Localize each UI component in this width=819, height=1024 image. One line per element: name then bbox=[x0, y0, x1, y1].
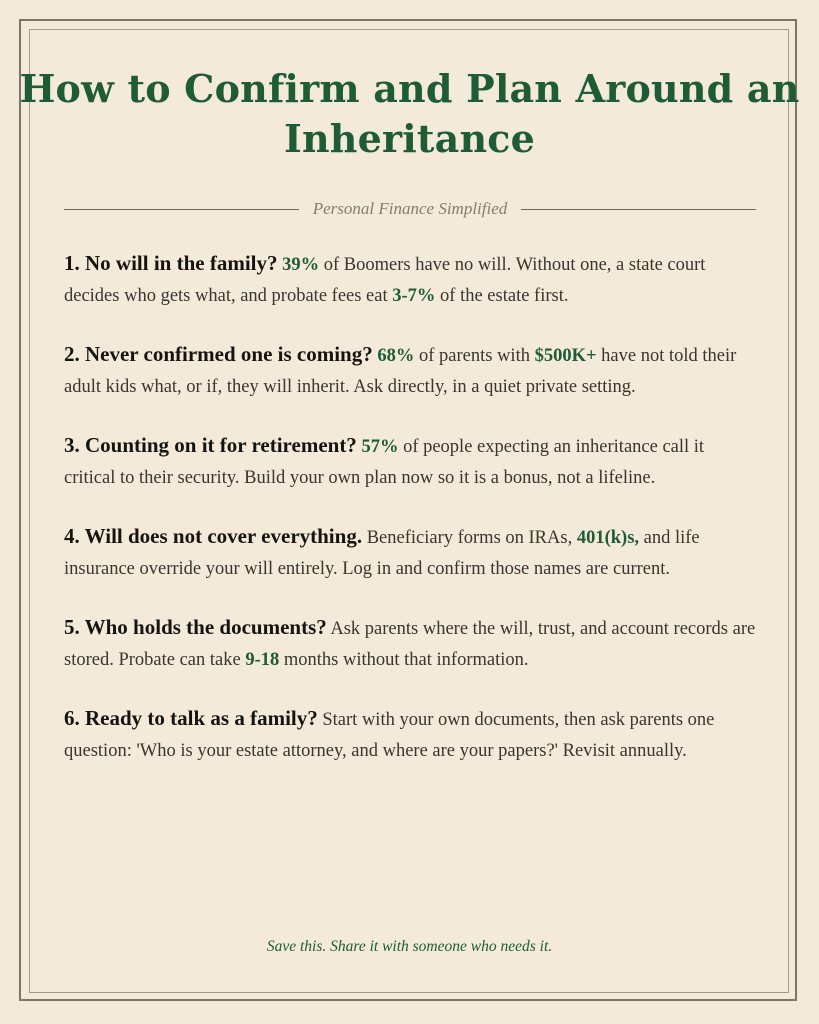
tip-heading: 6. Ready to talk as a family? bbox=[64, 706, 318, 730]
tip-text: Ask parents where the will, trust, and account records are stored. Probate can take bbox=[64, 619, 756, 670]
tip-item-2 bbox=[64, 339, 756, 402]
tip-stat: 57% bbox=[361, 437, 399, 457]
tip-text: Start with your own documents, then ask parents one question: 'Who is your estate attorney, and where are your papers?' Revisit annually. bbox=[64, 710, 715, 761]
subtitle-row bbox=[64, 198, 756, 220]
tip-heading: 2. Never confirmed one is coming? bbox=[64, 342, 373, 366]
tip-heading: 3. Counting on it for retirement? bbox=[64, 433, 357, 457]
tip-item-1 bbox=[64, 248, 756, 311]
tip-text: of parents with bbox=[418, 346, 530, 366]
tip-text: of people expecting an inheritance call it critical to their security. Build your own plan now so it is a bonus, not a lifeline. bbox=[64, 437, 705, 488]
tip-text: have not told their adult kids what, or if, they will inherit. Ask directly, in a quiet private setting. bbox=[64, 346, 737, 397]
footer-cta: Save this. Share it with someone who needs it. bbox=[266, 938, 553, 955]
tip-heading: 1. No will in the family? bbox=[64, 251, 278, 275]
tip-stat: 3-7% bbox=[392, 285, 436, 306]
tip-item-6 bbox=[64, 703, 756, 766]
tip-stat: 401(k)s, bbox=[576, 528, 640, 548]
tip-stat: 39% bbox=[282, 255, 320, 275]
tip-stat: $500K+ bbox=[534, 346, 597, 366]
tip-stat: 68% bbox=[377, 346, 415, 366]
subtitle-rule-right bbox=[521, 209, 756, 210]
tip-text: of the estate first. bbox=[440, 285, 569, 306]
tip-stat: 9-18 bbox=[245, 649, 280, 670]
subtitle: Personal Finance Simplified bbox=[312, 199, 508, 218]
tip-text: of Boomers have no will. Without one, a state court decides who gets what, and probate fees eat bbox=[64, 255, 706, 306]
tip-item-5 bbox=[64, 612, 756, 675]
subtitle-rule-left bbox=[64, 209, 299, 210]
tip-text: Beneficiary forms on IRAs, bbox=[366, 528, 573, 548]
tips-list bbox=[64, 248, 756, 794]
tip-item-4 bbox=[64, 521, 756, 584]
tip-text: months without that information. bbox=[283, 649, 529, 670]
tip-item-3 bbox=[64, 430, 756, 493]
page-title: How to Confirm and Plan Around an Inheritance bbox=[19, 66, 800, 161]
tip-heading: 5. Who holds the documents? bbox=[64, 615, 327, 639]
tip-heading: 4. Will does not cover everything. bbox=[64, 524, 363, 548]
tip-text: and life insurance override your will entirely. Log in and confirm those names are current. bbox=[64, 528, 700, 579]
